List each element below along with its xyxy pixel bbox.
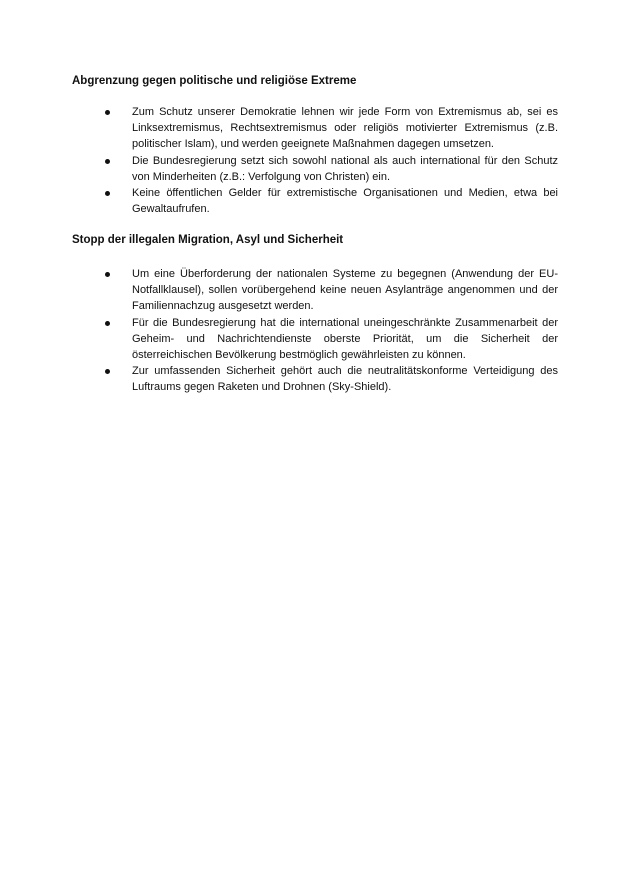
list-item-text: Zur umfassenden Sicherheit gehört auch die neutralitätskonforme Verteidigung des Luftraums gegen Raketen und Drohnen (Sky-Shield).: [132, 365, 558, 394]
bullet-icon: [105, 159, 110, 164]
list-item: [72, 185, 558, 217]
section-heading: Abgrenzung gegen politische und religiöse Extreme: [72, 75, 357, 87]
list-item-text: Keine öffentlichen Gelder für extremistische Organisationen und Medien, etwa bei Gewaltaufrufen.: [132, 187, 558, 216]
list-item: [72, 363, 558, 395]
list-item-text: Um eine Überforderung der nationalen Systeme zu begegnen (Anwendung der EU-Notfallklausel), sollen vorübergehend keine neuen Asylanträge angenommen und der Familiennachzug ausgesetzt werden.: [132, 268, 558, 313]
section-heading: Stopp der illegalen Migration, Asyl und Sicherheit: [72, 234, 344, 246]
list-item: [72, 104, 558, 153]
list-item-text: Die Bundesregierung setzt sich sowohl national als auch international für den Schutz von Minderheiten (z.B.: Verfolgung von Christen) ein.: [132, 154, 558, 183]
bullet-list: [72, 104, 558, 217]
bullet-icon: [105, 369, 110, 374]
section-migration: [72, 232, 558, 396]
bullet-icon: [105, 191, 110, 196]
bullet-icon: [105, 321, 110, 326]
list-item-text: Für die Bundesregierung hat die international uneingeschränkte Zusammenarbeit der Geheim- und Nachrichtendienste oberste Priorität, um die Sicherheit der österreichischen Bevölkerung bestmöglich gewährleisten zu können.: [132, 316, 558, 362]
list-item: [72, 266, 558, 315]
bullet-icon: [105, 272, 110, 277]
list-item: [72, 153, 558, 185]
bullet-icon: [105, 110, 110, 115]
bullet-list: [72, 266, 558, 396]
section-extremism: [72, 73, 558, 217]
list-item-text: Zum Schutz unserer Demokratie lehnen wir jede Form von Extremismus ab, sei es Linksextremismus, Rechtsextremismus oder religiös motivierter Extremismus (z.B. politischer Islam), und werden geeignete Maßnahmen dagegen umsetzen.: [132, 106, 558, 151]
list-item: [72, 315, 558, 364]
